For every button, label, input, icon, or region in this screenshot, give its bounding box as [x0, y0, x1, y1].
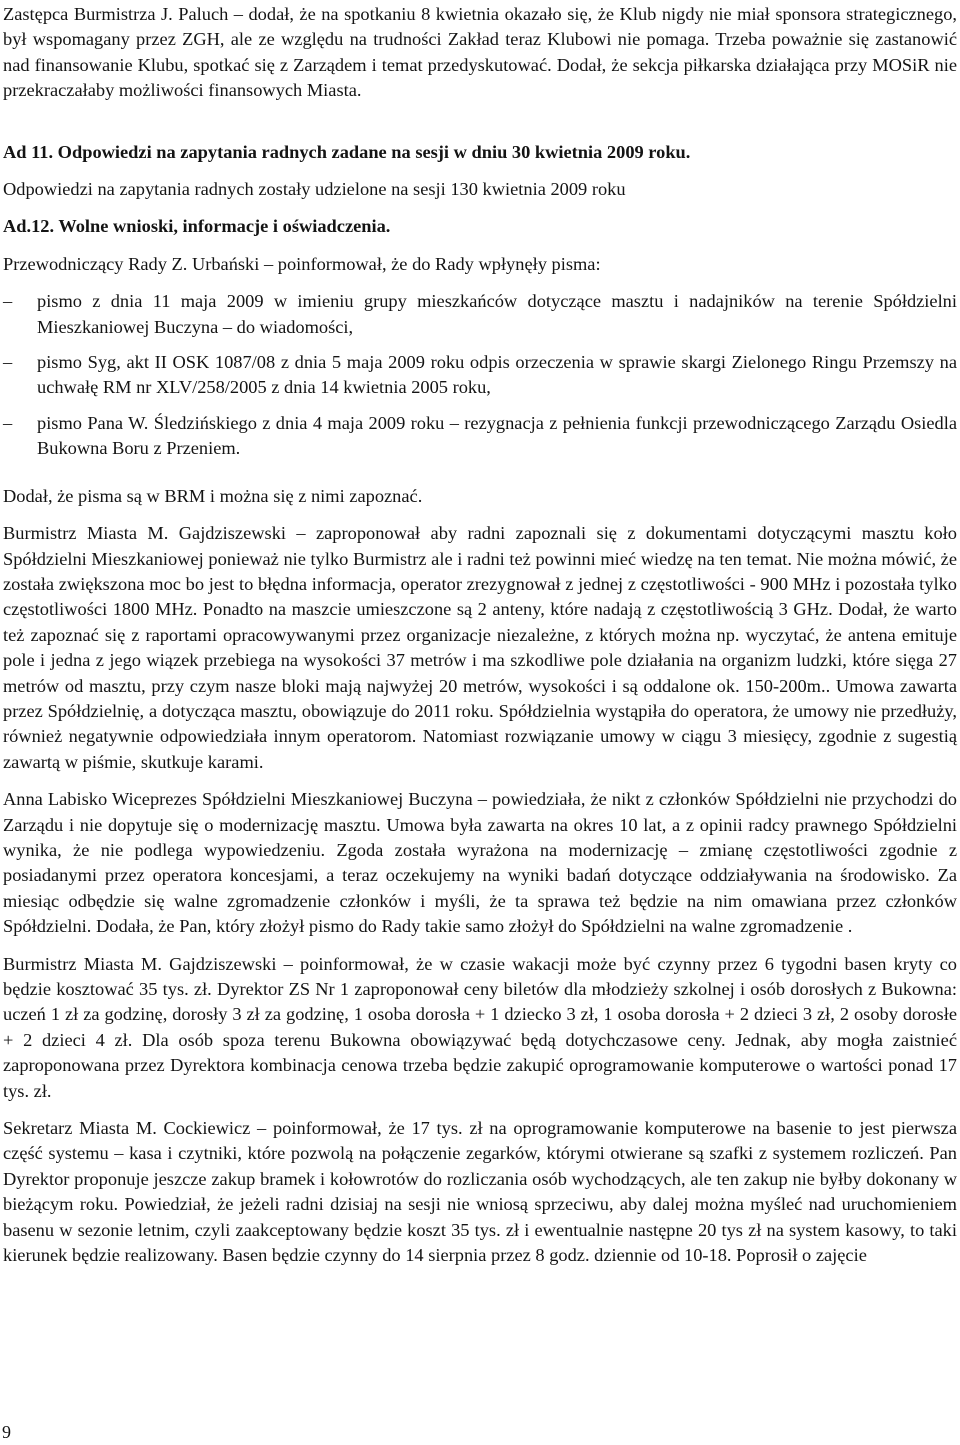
- letters-list: [3, 289, 957, 461]
- section-heading-ad12: Ad.12. Wolne wnioski, informacje i oświadczenia.: [3, 216, 391, 237]
- paragraph-vice-mayor-club: Zastępca Burmistrza J. Paluch – dodał, że na spotkaniu 8 kwietnia okazało się, że Klub nigdy nie miał sponsora strategicznego, był wspomagany przez ZGH, ale ze względu na trudności Zakład teraz Klubowi nie pomaga. Trzeba poważnie się zastanowić nad finansowanie Klubu, spotkać się z Zarządem i temat przedyskutować. Dodał, że sekcja piłkarska działająca przy MOSiR nie przekraczałaby możliwości finansowych Miasta.: [3, 4, 957, 101]
- document-body: [3, 2, 957, 1268]
- paragraph-letters-note: Dodał, że pisma są w BRM i można się z nimi zapoznać.: [3, 485, 423, 506]
- page-number: 9: [2, 1422, 11, 1442]
- paragraph-secretary: Sekretarz Miasta M. Cockiewicz – poinformował, że 17 tys. zł na oprogramowanie komputerowe na basenie to jest pierwsza część systemu – kasa i czytniki, które pozwolą na połączenie zegarków, którymi otwierane są szafki z systemem rozliczeń. Pan Dyrektor proponuje jeszcze zakup bramek i kołowrotów do rozliczania osób wychodzących, ale ten zakup nie byłby dokonany w bieżącym roku. Powiedział, że jeżeli radni dzisiaj na sesji nie wniosą sprzeciwu, aby dalej można myśleć nad uruchomieniem basenu w sezonie letnim, czyli zaakceptowany będzie koszt 35 tys. zł i ewentualnie następne 20 tys zł na system kasowy, to taki kierunek będzie realizowany. Basen będzie czynny do 14 sierpnia przez 8 godz. dziennie od 10-18. Poprosił o zajęcie: [3, 1118, 957, 1266]
- list-item: – pismo z dnia 11 maja 2009 w imieniu grupy mieszkańców dotyczące masztu i nadajników na terenie Spółdzielni Mieszkaniowej Buczyna – do wiadomości,: [3, 289, 957, 340]
- paragraph-mayor-pool: Burmistrz Miasta M. Gajdziszewski – poinformował, że w czasie wakacji może być czynny przez 6 tygodni basen kryty co będzie kosztować 35 tys. zł. Dyrektor ZS Nr 1 zaproponował ceny biletów dla młodzieży szkolnej i osób dorosłych z Bukowna: uczeń 1 zł za godzinę, dorosły 3 zł za godzinę, 1 osoba dorosła + 1 dziecko 3 zł, 1 osoba dorosła + 2 dzieci 3 zł, 2 osoby dorosłe + 2 dzieci 4 zł. Dla osób spoza terenu Bukowna obowiązywać będą dotychczasowe ceny. Jednak, aby mogła zaistnieć zaproponowana przez Dyrektora kombinacja cenowa trzeba będzie zakupić oprogramowanie komputerowe o wartości ponad 17 tys. zł.: [3, 953, 957, 1101]
- paragraph-ad11: Odpowiedzi na zapytania radnych zostały udzielone na sesji 130 kwietnia 2009 roku: [3, 179, 626, 200]
- list-item: – pismo Syg, akt II OSK 1087/08 z dnia 5 maja 2009 roku odpis orzeczenia w sprawie skargi Zielonego Ringu Przemszy na uchwałę RM nr XLV/258/2005 z dnia 14 kwietnia 2005 roku,: [3, 350, 957, 401]
- paragraph-chair-intro: Przewodniczący Rady Z. Urbański – poinformował, że do Rady wpłynęły pisma:: [3, 253, 601, 274]
- paragraph-mayor-mast: Burmistrz Miasta M. Gajdziszewski – zaproponował aby radni zapoznali się z dokumentami dotyczącymi masztu koło Spółdzielni Mieszkaniowej ponieważ nie tylko Burmistrz ale i radni też powinni mieć wiedzę na ten temat. Nie można mówić, że została zwiększona moc bo jest to błędna informacja, operator zrezygnował z jednej z częstotliwości - 900 MHz i pozostała tylko częstotliwości 1800 MHz. Ponadto na maszcie umieszczone są 2 anteny, które nadają z częstotliwością 3 GHz. Dodał, że warto też zapoznać się z raportami opracowywanymi przez organizacje niezależne, z których można np. wyczytać, że antena emituje pole i jedna z jego wiązek przebiega na wysokości 37 metrów i ma szkodliwe pole działania na organizm ludzki, które sięga 27 metrów od masztu, przy czym nasze bloki mają najwyżej 20 metrów, wysokości i są oddalone ok. 150-200m.. Umowa zawarta przez Spółdzielnię, a dotycząca masztu, obowiązuje do 2011 roku. Spółdzielnia wystąpiła do operatora, że umowy nie przedłuży, również negatywnie odpowiedziała innym operatorom. Natomiast rozwiązanie umowy w ciągu 3 miesięcy, zgodnie z sugestią zawartą w piśmie, skutkuje karami.: [3, 523, 957, 772]
- section-heading-ad11: Ad 11. Odpowiedzi na zapytania radnych zadane na sesji w dniu 30 kwietnia 2009 roku.: [3, 141, 691, 162]
- paragraph-labisko: Anna Labisko Wiceprezes Spółdzielni Mieszkaniowej Buczyna – powiedziała, że nikt z członków Spółdzielni nie przychodzi do Zarządu i nie dopytuje się o modernizację masztu. Umowa była zawarta na okres 10 lat, a z opinii radcy prawnego Spółdzielni wynika, że nie podlega wypowiedzeniu. Zgoda została wyrażona na modernizację – zmianę częstotliwości zgodnie z posiadanymi przez operatora koncesjami, a teraz oczekujemy na wyniki badań dotyczące oddziaływania na środowisko. Za miesiąc odbędzie się walne zgromadzenie członków i myśli, że ta sprawa też będzie na nim omawiana przez członków Spółdzielni. Dodała, że Pan, który złożył pismo do Rady takie samo złożył do Spółdzielni na walne zgromadzenie .: [3, 789, 957, 937]
- list-item: – pismo Pana W. Śledzińskiego z dnia 4 maja 2009 roku – rezygnacja z pełnienia funkcji przewodniczącego Zarządu Osiedla Bukowna Boru z Przeniem.: [3, 411, 957, 462]
